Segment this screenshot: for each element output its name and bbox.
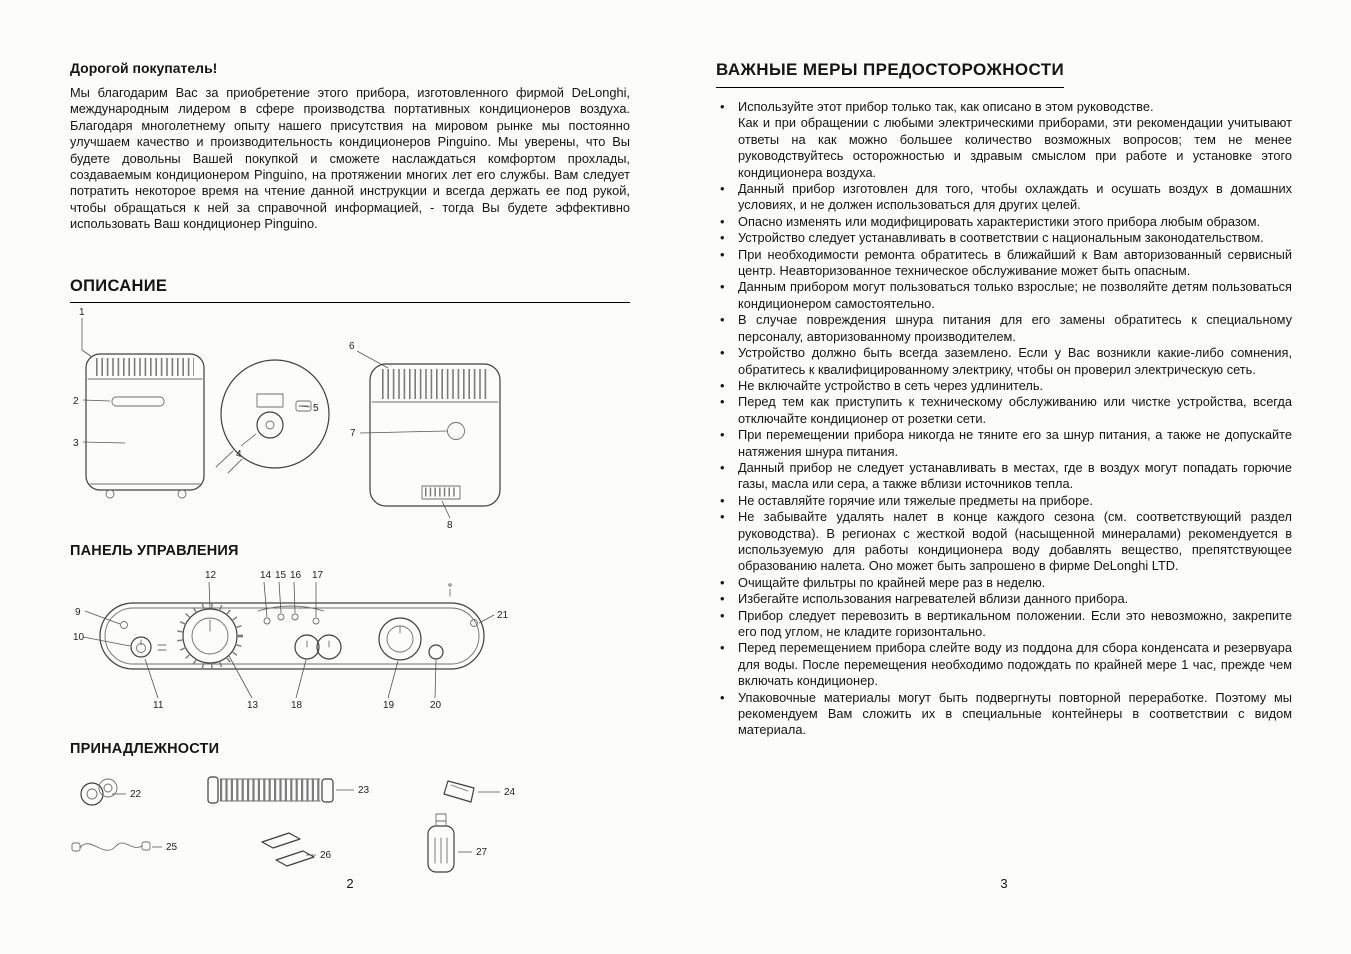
flange-rings-drawing: [81, 779, 117, 805]
window-fitting-drawing: [444, 781, 474, 802]
section-heading-control-panel: ПАНЕЛЬ УПРАВЛЕНИЯ: [70, 543, 239, 559]
safety-bullet: [716, 640, 1292, 689]
drain-tube-drawing: [72, 842, 150, 851]
detail-circle-drawing: [216, 360, 329, 473]
accessories-diagram: [70, 768, 550, 890]
safety-bullet: [716, 493, 1292, 509]
safety-bullet-text: Очищайте фильтры по крайней мере раз в неделю.: [738, 574, 1046, 590]
callout-11: 11: [153, 700, 164, 711]
callout-21: 21: [497, 610, 509, 621]
safety-bullet: [716, 378, 1292, 394]
callout-26: 26: [320, 850, 332, 861]
safety-bullet: [716, 427, 1292, 460]
callout-4: 4: [236, 449, 242, 460]
callout-5: 5: [313, 403, 319, 414]
callout-12: 12: [205, 570, 217, 581]
safety-bullet-text: Данным прибором могут пользоваться только взрослые; не позволяйте детям пользоваться кондиционером самостоятельно.: [738, 279, 1292, 311]
callout-10: 10: [73, 632, 85, 643]
safety-bullet: [716, 608, 1292, 641]
description-diagram: [70, 302, 540, 544]
callout-22: 22: [130, 789, 142, 800]
safety-bullet: [716, 230, 1292, 246]
callout-15: 15: [275, 570, 287, 581]
safety-bullet-text: Перед тем как приступить к техническому обслуживанию или чистке устройства, всегда отключайте кондиционер от розетки сети.: [738, 394, 1292, 426]
callout-8: 8: [447, 520, 453, 531]
back-unit-drawing: [370, 364, 500, 506]
safety-bullet: [716, 279, 1292, 312]
callout-19: 19: [383, 700, 395, 711]
bottle-drawing: [428, 814, 454, 872]
callout-6: 6: [349, 341, 355, 352]
callout-14: 14: [260, 570, 272, 581]
safety-bullet: [716, 214, 1292, 230]
exhaust-hose-drawing: [208, 777, 333, 803]
callout-20: 20: [430, 700, 442, 711]
safety-bullet: [716, 460, 1292, 493]
foam-blocks-drawing: [262, 833, 314, 866]
safety-bullet: [716, 575, 1292, 591]
safety-bullet-text: Избегайте использования нагревателей вблизи данного прибора.: [738, 591, 1129, 607]
safety-bullet: [716, 312, 1292, 345]
safety-bullet-text: Упаковочные материалы могут быть подвергнуты повторной переработке. Поэтому мы рекомендуем Вам сложить их в специальные контейнеры в соответствии с видом материала.: [738, 689, 1292, 738]
safety-bullet: [716, 509, 1292, 575]
page-left: [70, 0, 630, 954]
callout-7: 7: [350, 428, 356, 439]
front-unit-drawing: [86, 354, 204, 498]
safety-bullet-text: Не оставляйте горячие или тяжелые предметы на приборе.: [738, 492, 1093, 508]
safety-bullet-list: [716, 99, 1292, 739]
safety-bullet: [716, 99, 1292, 115]
page-number-right: 3: [1000, 876, 1008, 891]
greeting-title: Дорогой покупатель!: [70, 60, 218, 76]
description-callouts: [73, 307, 453, 531]
callout-18: 18: [291, 700, 303, 711]
panel-callouts: [73, 570, 509, 711]
callout-1: 1: [79, 307, 85, 318]
section-heading-description: ОПИСАНИЕ: [70, 277, 630, 303]
callout-9: 9: [75, 607, 81, 618]
safety-bullet-text: Как и при обращении с любыми электрическими приборами, эти рекомендации учитывают ответы на как можно большее количество возможных вопросов; тем не менее руководствуйтесь осторожностью и здравым смыслом при работе и установке этого кондиционера воздуха.: [738, 115, 1292, 180]
safety-title-wrap: [716, 60, 1292, 88]
callout-16: 16: [290, 570, 302, 581]
callout-3: 3: [73, 438, 79, 449]
page-right: [716, 0, 1292, 954]
callout-13: 13: [247, 700, 259, 711]
section-heading-safety: ВАЖНЫЕ МЕРЫ ПРЕДОСТОРОЖНОСТИ: [716, 60, 1064, 88]
safety-bullet-text: Используйте этот прибор только так, как описано в этом руководстве.: [738, 99, 1154, 114]
safety-bullet-text: В случае повреждения шнура питания для его замены обратитесь к специальному персоналу, авторизованному производителем.: [738, 312, 1292, 344]
page-number-left: 2: [346, 876, 354, 891]
safety-bullet-text: Данный прибор не следует устанавливать в местах, где в воздух могут попадать горючие газы, масла или сера, а также вблизи источников тепла.: [738, 459, 1292, 492]
safety-bullet: [716, 394, 1292, 427]
safety-bullet-text: При перемещении прибора никогда не тяните его за шнур питания, а также не допускайте натяжения шнура питания.: [738, 427, 1292, 459]
callout-24: 24: [504, 787, 516, 798]
control-panel-diagram: [70, 567, 540, 717]
safety-bullet: [716, 181, 1292, 214]
safety-bullet-text: Не забывайте удалять налет в конце каждого сезона (см. соответствующий раздел руководства). В регионах с жесткой водой (насыщенной минералами) рекомендуется в используемую для работы кондиционера воду добавлять вещество, препятствующее образованию налета. Оно может быть запрошено в фирме DeLonghi LTD.: [738, 509, 1292, 574]
callout-25: 25: [166, 842, 178, 853]
safety-bullet-text: При необходимости ремонта обратитесь в ближайший к Вам авторизованный сервисный центр. Неавторизованное техническое обслуживание может быть опасным.: [738, 246, 1292, 279]
greeting-paragraph: Мы благодарим Вас за приобретение этого прибора, изготовленного фирмой DeLonghi, международным лидером в сфере производства портативных кондиционеров воздуха. Благодаря многолетнему опыту нашего присутствия на мировом рынке мы постоянно улучшаем качество и производительность кондиционеров Pinguino. Мы уверены, что Вы будете довольны Вашей покупкой и сможете наслаждаться комфортом прохлады, создаваемым кондиционером Pinguino, на протяжении многих лет его службы. Вам следует потратить некоторое время на чтение данной инструкции и всегда держать ее под рукой, чтобы обращаться к ней за справочной информацией, - тогда Вы будете эффективно использовать Ваш кондиционер Pinguino.: [70, 85, 630, 232]
section-heading-accessories: ПРИНАДЛЕЖНОСТИ: [70, 741, 220, 757]
safety-bullet-text: Перед перемещением прибора слейте воду из поддона для сбора конденсата и резервуара для воды. После перемещения необходимо подождать по крайней мере 1 час, прежде чем включать кондиционер.: [738, 640, 1292, 689]
safety-bullet-text: Данный прибор изготовлен для того, чтобы охлаждать и осушать воздух в домашних условиях, и не должен использоваться для других целей.: [738, 181, 1292, 213]
safety-bullet: [716, 690, 1292, 739]
callout-17: 17: [312, 570, 324, 581]
callout-2: 2: [73, 396, 79, 407]
safety-bullet: [716, 591, 1292, 607]
safety-bullet-text: Устройство следует устанавливать в соответствии с национальным законодательством.: [738, 230, 1264, 246]
safety-bullet-text: Не включайте устройство в сеть через удлинитель.: [738, 377, 1044, 393]
panel-drawing: [100, 584, 484, 669]
safety-bullet-continuation: [716, 115, 1292, 181]
safety-bullet-text: Опасно изменять или модифицировать характеристики этого прибора любым образом.: [738, 213, 1261, 229]
safety-bullet-text: Устройство должно быть всегда заземлено. Если у Вас возникли какие-либо сомнения, обратитесь к квалифицированному электрику, чтобы он проверил электрическую сеть.: [738, 345, 1292, 377]
safety-bullet: [716, 345, 1292, 378]
callout-23: 23: [358, 785, 370, 796]
safety-bullet-text: Прибор следует перевозить в вертикальном положении. Если это невозможно, закрепите его под углом, не кладите горизонтально.: [738, 607, 1292, 639]
callout-27: 27: [476, 847, 488, 858]
safety-bullet: [716, 247, 1292, 280]
